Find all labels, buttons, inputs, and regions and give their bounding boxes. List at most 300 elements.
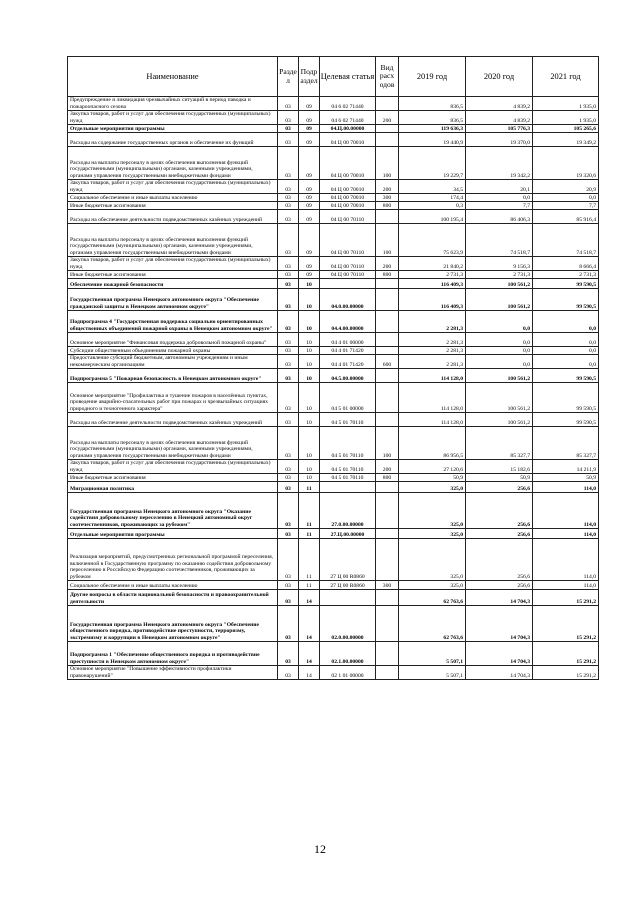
cell-2021: 1 935,0 — [533, 97, 599, 111]
table-row — [68, 210, 599, 224]
cell-2021: 74 518,7 — [533, 224, 599, 257]
cell-subsection: 14 — [299, 590, 320, 606]
cell-name: Предупреждение и ликвидация чрезвычайных ситуаций в период паводка и пожароопасного сезона — [68, 97, 278, 111]
cell-2021: 0,0 — [533, 355, 599, 369]
cell-section: 03 — [278, 147, 299, 180]
cell-section: 03 — [278, 194, 299, 202]
cell-section: 03 — [278, 493, 299, 529]
cell-section: 03 — [278, 347, 299, 355]
cell-2019: 27 120,6 — [399, 460, 466, 474]
cell-expense-type — [376, 482, 399, 493]
cell-target — [320, 279, 376, 289]
cell-2021: 19 320,6 — [533, 147, 599, 180]
cell-section: 03 — [278, 133, 299, 147]
cell-2021: 114,0 — [533, 539, 599, 581]
cell-subsection: 11 — [299, 529, 320, 539]
cell-expense-type — [376, 666, 399, 680]
cell-section: 03 — [278, 97, 299, 111]
cell-name: Закупка товаров, работ и услуг для обеспечения государственных (муниципальных) нужд — [68, 180, 278, 194]
cell-subsection: 10 — [299, 311, 320, 333]
cell-2021: 114,0 — [533, 581, 599, 590]
cell-expense-type — [376, 347, 399, 355]
cell-expense-type — [376, 311, 399, 333]
table-row — [68, 271, 599, 279]
cell-target: 04 4 01 71420 — [320, 347, 376, 355]
cell-name: Иные бюджетные ассигнования — [68, 202, 278, 210]
cell-name: Основное мероприятие "Финансовая поддержка добровольной пожарной охраны" — [68, 333, 278, 347]
cell-2019: 116 409,3 — [399, 289, 466, 311]
cell-target: 04 Ц 00 70110 — [320, 271, 376, 279]
cell-subsection: 10 — [299, 355, 320, 369]
cell-target: 02.1.00.00000 — [320, 642, 376, 666]
table-row — [68, 180, 599, 194]
header-subsection: Подр аздел — [299, 57, 320, 97]
cell-2020: 105 776,3 — [466, 125, 533, 133]
cell-target — [320, 590, 376, 606]
cell-2019: 114 128,0 — [399, 413, 466, 427]
cell-2020: 256,6 — [466, 529, 533, 539]
cell-2021: 20,9 — [533, 180, 599, 194]
cell-section: 03 — [278, 271, 299, 279]
cell-name: Миграционная политика — [68, 482, 278, 493]
cell-expense-type — [376, 133, 399, 147]
cell-target: 04.4.00.00000 — [320, 311, 376, 333]
cell-subsection: 09 — [299, 210, 320, 224]
cell-section: 03 — [278, 125, 299, 133]
cell-name: Государственная программа Ненецкого автономного округа "Обеспечение общественного порядка, противодействие преступности, терроризму, экстремизму и коррупции в Ненецком автономном округе" — [68, 606, 278, 642]
cell-target: 04 5 01 70110 — [320, 460, 376, 474]
cell-section: 03 — [278, 355, 299, 369]
cell-target: 04 5 01 70110 — [320, 427, 376, 460]
cell-2020: 256,6 — [466, 493, 533, 529]
cell-expense-type: 200 — [376, 111, 399, 125]
cell-2019: 325,0 — [399, 539, 466, 581]
table-row — [68, 133, 599, 147]
cell-name: Социальное обеспечение и иные выплаты населению — [68, 581, 278, 590]
cell-expense-type: 600 — [376, 355, 399, 369]
cell-2020: 0,0 — [466, 311, 533, 333]
cell-section: 03 — [278, 224, 299, 257]
cell-2019: 21 840,2 — [399, 257, 466, 271]
cell-name: Государственная программа Ненецкого автономного округа "Обеспечение гражданской защиты в Ненецком автономном округе" — [68, 289, 278, 311]
cell-2020: 20,1 — [466, 180, 533, 194]
table-row — [68, 413, 599, 427]
cell-subsection: 11 — [299, 581, 320, 590]
cell-2021: 105 265,6 — [533, 125, 599, 133]
cell-subsection: 09 — [299, 224, 320, 257]
table-row — [68, 460, 599, 474]
cell-2019: 325,0 — [399, 493, 466, 529]
cell-2020: 100 561,2 — [466, 413, 533, 427]
cell-2020: 100 561,2 — [466, 383, 533, 413]
cell-2021: 114,0 — [533, 493, 599, 529]
cell-name: Социальное обеспечение и иные выплаты населению — [68, 194, 278, 202]
table-row — [68, 355, 599, 369]
cell-2019: 836,5 — [399, 111, 466, 125]
cell-target: 04 Ц 00 70110 — [320, 210, 376, 224]
cell-name: Расходы на выплаты персоналу в целях обеспечения выполнения функций государственными (муниципальными) органами, казенными учреждениями, органами управления государственными внебюджетными фондами — [68, 147, 278, 180]
cell-2021: 0,0 — [533, 347, 599, 355]
cell-2021: 0,0 — [533, 333, 599, 347]
cell-name: Расходы на обеспечение деятельности подведомственных казённых учреждений — [68, 413, 278, 427]
cell-name: Предоставление субсидий бюджетным, автономным учреждениям и иным некоммерческим организациям — [68, 355, 278, 369]
cell-expense-type — [376, 333, 399, 347]
cell-2019: 174,4 — [399, 194, 466, 202]
cell-name: Основное мероприятие "Повышение эффективности профилактики правонарушений" — [68, 666, 278, 680]
cell-name: Закупка товаров, работ и услуг для обеспечения государственных (муниципальных) нужд — [68, 111, 278, 125]
cell-target: 04 Ц 00 70010 — [320, 133, 376, 147]
cell-2021: 99 590,5 — [533, 289, 599, 311]
cell-2021: 99 590,5 — [533, 383, 599, 413]
cell-section: 03 — [278, 529, 299, 539]
cell-section: 03 — [278, 180, 299, 194]
table-row — [68, 194, 599, 202]
cell-section: 03 — [278, 202, 299, 210]
table-row — [68, 279, 599, 289]
cell-expense-type: 100 — [376, 427, 399, 460]
cell-2019: 100 195,4 — [399, 210, 466, 224]
cell-2021: 19 349,2 — [533, 133, 599, 147]
cell-expense-type — [376, 529, 399, 539]
cell-subsection: 10 — [299, 413, 320, 427]
cell-name: Другие вопросы в области национальной безопасности и правоохранительной деятельности — [68, 590, 278, 606]
cell-subsection: 10 — [299, 369, 320, 383]
table-row — [68, 427, 599, 460]
cell-section: 03 — [278, 539, 299, 581]
cell-2021: 114,0 — [533, 482, 599, 493]
cell-target: 27.Ц.00.00000 — [320, 529, 376, 539]
cell-name: Отдельные мероприятия программы — [68, 125, 278, 133]
table-row — [68, 581, 599, 590]
cell-subsection: 09 — [299, 202, 320, 210]
cell-2021: 99 590,5 — [533, 279, 599, 289]
cell-expense-type: 300 — [376, 581, 399, 590]
table-row — [68, 539, 599, 581]
cell-2021: 0,0 — [533, 311, 599, 333]
cell-name: Закупка товаров, работ и услуг для обеспечения государственных (муниципальных) нужд — [68, 460, 278, 474]
cell-2020: 14 704,3 — [466, 606, 533, 642]
table-row — [68, 257, 599, 271]
cell-2020: 9 156,3 — [466, 257, 533, 271]
cell-expense-type — [376, 413, 399, 427]
cell-2021: 0,0 — [533, 194, 599, 202]
cell-2020: 4 839,2 — [466, 111, 533, 125]
cell-2019: 50,9 — [399, 474, 466, 482]
cell-2021: 8 666,4 — [533, 257, 599, 271]
header-target: Целевая статья — [320, 57, 376, 97]
cell-2019: 119 636,3 — [399, 125, 466, 133]
cell-expense-type: 200 — [376, 460, 399, 474]
cell-section: 03 — [278, 289, 299, 311]
cell-section: 03 — [278, 210, 299, 224]
cell-target: 04 Ц 00 70110 — [320, 257, 376, 271]
table-body — [68, 97, 599, 680]
cell-2019: 2 281,3 — [399, 355, 466, 369]
cell-section: 03 — [278, 460, 299, 474]
cell-target: 04.0.00.00000 — [320, 289, 376, 311]
cell-2020: 15 182,6 — [466, 460, 533, 474]
cell-subsection: 09 — [299, 180, 320, 194]
cell-section: 03 — [278, 369, 299, 383]
cell-subsection: 09 — [299, 125, 320, 133]
cell-target: 04 6 02 71440 — [320, 97, 376, 111]
cell-2020: 0,0 — [466, 333, 533, 347]
cell-target: 02 1 01 00000 — [320, 666, 376, 680]
cell-2019: 325,0 — [399, 581, 466, 590]
cell-name: Закупка товаров, работ и услуг для обеспечения государственных (муниципальных) нужд — [68, 257, 278, 271]
cell-subsection: 10 — [299, 383, 320, 413]
cell-name: Подпрограмма 1 "Обеспечение общественного порядка и противодействие преступности в Ненецком автономном округе" — [68, 642, 278, 666]
cell-2020: 85 327,7 — [466, 427, 533, 460]
cell-expense-type — [376, 279, 399, 289]
table-row — [68, 666, 599, 680]
cell-name: Обеспечение пожарной безопасности — [68, 279, 278, 289]
cell-expense-type: 100 — [376, 224, 399, 257]
cell-target: 27 Ц 00 R0860 — [320, 539, 376, 581]
cell-2021: 85 916,4 — [533, 210, 599, 224]
cell-2020: 19 370,0 — [466, 133, 533, 147]
cell-expense-type — [376, 383, 399, 413]
cell-2019: 5 507,1 — [399, 642, 466, 666]
cell-name: Расходы на содержание государственных органов и обеспечение их функций — [68, 133, 278, 147]
cell-expense-type — [376, 97, 399, 111]
cell-expense-type — [376, 493, 399, 529]
cell-expense-type — [376, 642, 399, 666]
cell-target: 04 Ц 00 70010 — [320, 147, 376, 180]
cell-section: 03 — [278, 590, 299, 606]
table-row — [68, 383, 599, 413]
cell-2021: 99 590,5 — [533, 413, 599, 427]
cell-expense-type: 800 — [376, 474, 399, 482]
cell-target: 04.5.00.00000 — [320, 369, 376, 383]
cell-expense-type: 200 — [376, 180, 399, 194]
cell-target: 27 Ц 00 R0860 — [320, 581, 376, 590]
cell-2021: 15 291,2 — [533, 606, 599, 642]
cell-target: 04 Ц 00 70110 — [320, 224, 376, 257]
cell-2020: 100 561,2 — [466, 369, 533, 383]
cell-target: 04 6 02 71440 — [320, 111, 376, 125]
cell-2021: 1 935,0 — [533, 111, 599, 125]
cell-expense-type — [376, 590, 399, 606]
cell-2019: 34,5 — [399, 180, 466, 194]
cell-target: 04 5 01 70110 — [320, 413, 376, 427]
table-row — [68, 125, 599, 133]
cell-2020: 14 704,3 — [466, 642, 533, 666]
table-row — [68, 606, 599, 642]
table-row — [68, 369, 599, 383]
cell-2019: 5 507,1 — [399, 666, 466, 680]
cell-2020: 2 731,3 — [466, 271, 533, 279]
cell-subsection: 14 — [299, 642, 320, 666]
table-row — [68, 347, 599, 355]
cell-subsection: 10 — [299, 279, 320, 289]
cell-target: 04 4 01 00000 — [320, 333, 376, 347]
cell-section: 03 — [278, 427, 299, 460]
cell-target: 04 5 01 00000 — [320, 383, 376, 413]
cell-section: 03 — [278, 642, 299, 666]
cell-expense-type — [376, 539, 399, 581]
cell-section: 03 — [278, 333, 299, 347]
cell-expense-type: 100 — [376, 147, 399, 180]
cell-subsection: 09 — [299, 97, 320, 111]
cell-name: Подпрограмма 5 "Пожарная безопасность в Ненецком автономном округе" — [68, 369, 278, 383]
cell-target: 02.0.00.00000 — [320, 606, 376, 642]
table-row — [68, 482, 599, 493]
cell-name: Расходы на выплаты персоналу в целях обеспечения выполнения функций государственными (муниципальными) органами, казенными учреждениями, органами управления государственными внебюджетными фондами — [68, 427, 278, 460]
cell-expense-type — [376, 606, 399, 642]
cell-name: Расходы на обеспечение деятельности подведомственных казённых учреждений — [68, 210, 278, 224]
cell-expense-type: 200 — [376, 257, 399, 271]
cell-2021: 114,0 — [533, 529, 599, 539]
cell-target: 04 Ц 00 70010 — [320, 202, 376, 210]
cell-subsection: 14 — [299, 606, 320, 642]
cell-2019: 2 731,3 — [399, 271, 466, 279]
cell-target: 04 5 01 70110 — [320, 474, 376, 482]
cell-2021: 14 211,9 — [533, 460, 599, 474]
cell-2019: 114 128,0 — [399, 369, 466, 383]
cell-section: 03 — [278, 111, 299, 125]
cell-2019: 325,0 — [399, 482, 466, 493]
cell-section: 03 — [278, 311, 299, 333]
cell-subsection: 11 — [299, 493, 320, 529]
cell-2020: 74 518,7 — [466, 224, 533, 257]
cell-subsection: 09 — [299, 147, 320, 180]
cell-section: 03 — [278, 474, 299, 482]
cell-2019: 19 229,7 — [399, 147, 466, 180]
cell-2019: 2 281,3 — [399, 347, 466, 355]
cell-target: 04.Ц.00.00000 — [320, 125, 376, 133]
cell-expense-type — [376, 289, 399, 311]
cell-expense-type — [376, 210, 399, 224]
cell-2020: 0,0 — [466, 347, 533, 355]
cell-2019: 75 623,9 — [399, 224, 466, 257]
table-row — [68, 311, 599, 333]
header-2021: 2021 год — [533, 57, 599, 97]
cell-2021: 15 291,2 — [533, 590, 599, 606]
cell-2021: 85 327,7 — [533, 427, 599, 460]
header-2019: 2019 год — [399, 57, 466, 97]
cell-2019: 0,3 — [399, 202, 466, 210]
cell-expense-type — [376, 125, 399, 133]
cell-2020: 256,6 — [466, 581, 533, 590]
cell-2020: 256,6 — [466, 539, 533, 581]
cell-subsection: 09 — [299, 111, 320, 125]
cell-expense-type: 300 — [376, 194, 399, 202]
header-expense-type: Вид расх одов — [376, 57, 399, 97]
cell-2021: 99 590,5 — [533, 369, 599, 383]
cell-expense-type: 800 — [376, 271, 399, 279]
cell-section: 03 — [278, 413, 299, 427]
cell-subsection: 10 — [299, 460, 320, 474]
cell-2020: 4 839,2 — [466, 97, 533, 111]
cell-subsection: 11 — [299, 482, 320, 493]
cell-target — [320, 482, 376, 493]
cell-name: Отдельные мероприятия программы — [68, 529, 278, 539]
table-row — [68, 97, 599, 111]
table-row — [68, 333, 599, 347]
table-row — [68, 493, 599, 529]
table-row — [68, 474, 599, 482]
cell-name: Расходы на выплаты персоналу в целях обеспечения выполнения функций государственными (муниципальными) органами, казенными учреждениями, органами управления государственными внебюджетными фондами — [68, 224, 278, 257]
cell-2020: 19 342,2 — [466, 147, 533, 180]
cell-2021: 7,7 — [533, 202, 599, 210]
cell-section: 03 — [278, 666, 299, 680]
cell-subsection: 11 — [299, 539, 320, 581]
header-2020: 2020 год — [466, 57, 533, 97]
cell-2020: 14 704,3 — [466, 666, 533, 680]
table-row — [68, 590, 599, 606]
cell-2021: 15 291,2 — [533, 666, 599, 680]
table-row — [68, 529, 599, 539]
cell-name: Иные бюджетные ассигнования — [68, 474, 278, 482]
cell-2020: 7,7 — [466, 202, 533, 210]
cell-2019: 62 763,6 — [399, 606, 466, 642]
cell-name: Подпрограмма 4 "Государственная поддержка социально ориентированных общественных объединений пожарной охраны в Ненецком автономном округе" — [68, 311, 278, 333]
cell-2020: 100 561,2 — [466, 279, 533, 289]
cell-section: 03 — [278, 257, 299, 271]
cell-2019: 62 763,6 — [399, 590, 466, 606]
header-row — [68, 57, 599, 97]
cell-expense-type — [376, 369, 399, 383]
cell-2021: 2 731,3 — [533, 271, 599, 279]
cell-target: 04 Ц 00 70010 — [320, 194, 376, 202]
cell-2020: 0,0 — [466, 355, 533, 369]
table-row — [68, 111, 599, 125]
header-section: Разде л — [278, 57, 299, 97]
cell-name: Государственная программа Ненецкого автономного округа "Оказание содействия добровольному переселению в Ненецкий автономный округ соотечественников, проживающих за рубежом" — [68, 493, 278, 529]
cell-name: Основное мероприятие "Профилактика и тушение пожаров в населённых пунктах, проведение аварийно-спасательных работ при пожарах и чрезвычайных ситуациях природного и техногенного характера" — [68, 383, 278, 413]
cell-2020: 86 406,3 — [466, 210, 533, 224]
cell-name: Реализация мероприятий, предусмотренных региональной программой переселения, включенной в Государственную программу по оказанию содействия добровольному переселению в Российскую Федерацию соотечественников, проживающих за рубежом — [68, 539, 278, 581]
cell-subsection: 14 — [299, 666, 320, 680]
cell-subsection: 10 — [299, 289, 320, 311]
cell-subsection: 09 — [299, 257, 320, 271]
cell-subsection: 10 — [299, 333, 320, 347]
table-row — [68, 224, 599, 257]
cell-target: 04 4 01 71420 — [320, 355, 376, 369]
cell-name: Субсидии общественным объединениям пожарной охраны — [68, 347, 278, 355]
table-row — [68, 147, 599, 180]
cell-subsection: 09 — [299, 133, 320, 147]
cell-subsection: 09 — [299, 194, 320, 202]
cell-2020: 100 561,2 — [466, 289, 533, 311]
header-name: Наименование — [68, 57, 278, 97]
cell-2021: 50,9 — [533, 474, 599, 482]
cell-section: 03 — [278, 383, 299, 413]
table-row — [68, 289, 599, 311]
cell-subsection: 10 — [299, 427, 320, 460]
cell-2019: 114 128,0 — [399, 383, 466, 413]
cell-expense-type: 800 — [376, 202, 399, 210]
cell-2019: 116 409,3 — [399, 279, 466, 289]
cell-target: 27.0.00.00000 — [320, 493, 376, 529]
cell-section: 03 — [278, 581, 299, 590]
cell-2019: 86 956,5 — [399, 427, 466, 460]
cell-2019: 19 440,9 — [399, 133, 466, 147]
budget-table — [67, 56, 599, 680]
cell-subsection: 09 — [299, 271, 320, 279]
cell-2020: 14 704,3 — [466, 590, 533, 606]
table-row — [68, 642, 599, 666]
cell-2020: 0,0 — [466, 194, 533, 202]
cell-section: 03 — [278, 606, 299, 642]
cell-subsection: 10 — [299, 347, 320, 355]
cell-target: 04 Ц 00 70010 — [320, 180, 376, 194]
cell-2019: 836,5 — [399, 97, 466, 111]
cell-2021: 15 291,2 — [533, 642, 599, 666]
cell-2019: 2 281,3 — [399, 311, 466, 333]
table-row — [68, 202, 599, 210]
